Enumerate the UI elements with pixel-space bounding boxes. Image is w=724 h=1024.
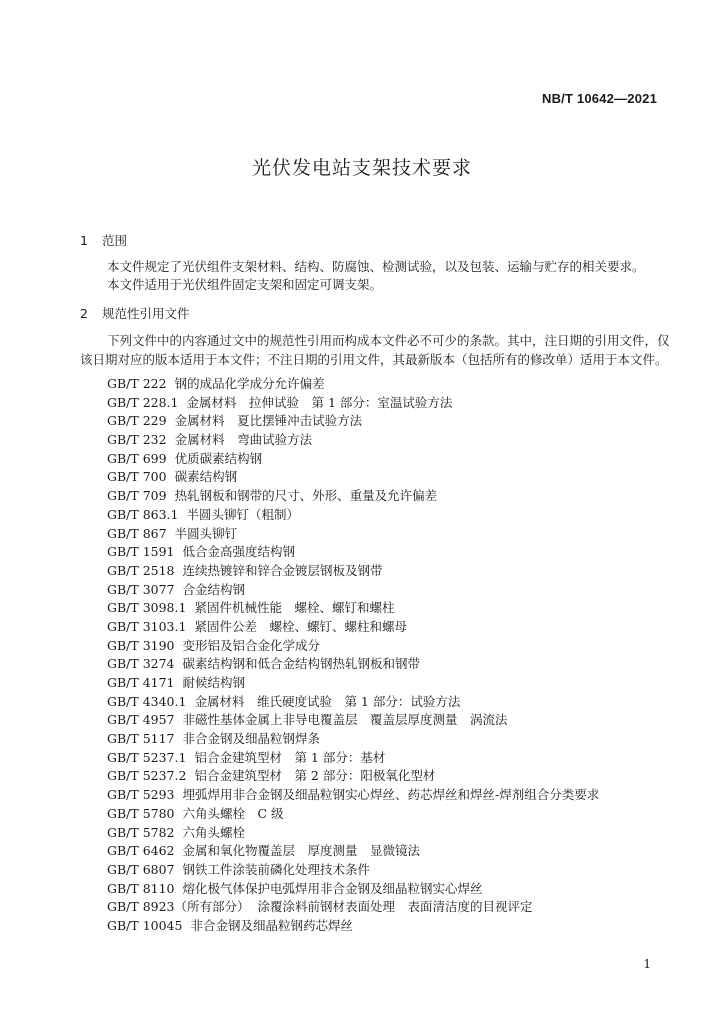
reference-title: 紧固件公差 螺栓、螺钉、螺柱和螺母 xyxy=(194,618,407,634)
reference-title: 金属材料 维氏硬度试验 第 1 部分：试验方法 xyxy=(194,693,461,709)
reference-code: GB/T 709 xyxy=(107,488,167,504)
reference-title: 钢铁工件涂装前磷化处理技术条件 xyxy=(182,861,371,877)
reference-code: GB/T 5237.2 xyxy=(107,768,187,784)
section-number: 2 xyxy=(80,306,88,321)
reference-item xyxy=(107,767,599,786)
reference-item xyxy=(107,487,599,506)
reference-code: GB/T 10045 xyxy=(107,917,183,933)
reference-title: 埋弧焊用非合金钢及细晶粒钢实心焊丝、药芯焊丝和焊丝-焊剂组合分类要求 xyxy=(182,787,600,803)
reference-code: GB/T 6807 xyxy=(107,861,175,877)
reference-item xyxy=(107,861,599,880)
section-1-heading xyxy=(80,231,127,249)
scope-paragraph-2: 本文件适用于光伏组件固定支架和固定可调支架。 xyxy=(107,277,383,292)
references-intro-line-2: 该日期对应的版本适用于本文件；不注日期的引用文件，其最新版本（包括所有的修改单）适用于本文件。 xyxy=(80,352,668,367)
reference-item xyxy=(107,468,599,487)
reference-title: 低合金高强度结构钢 xyxy=(182,544,296,560)
reference-title: 钢的成品化学成分允许偏差 xyxy=(174,376,325,391)
reference-title: 非磁性基体金属上非导电覆盖层 覆盖层厚度测量 涡流法 xyxy=(182,712,508,728)
reference-title: 半圆头铆钉 xyxy=(174,525,238,541)
reference-code: GB/T 8110 xyxy=(107,880,175,896)
reference-title: 涂覆涂料前钢材表面处理 表面清洁度的目视评定 xyxy=(257,899,533,915)
reference-code: GB/T 8923（所有部分） xyxy=(107,899,250,915)
reference-item xyxy=(107,375,599,394)
references-intro-line-1: 下列文件中的内容通过文中的规范性引用而构成本文件必不可少的条款。其中，注日期的引用文件，仅 xyxy=(107,333,670,348)
reference-item xyxy=(107,637,599,656)
reference-item xyxy=(107,655,599,674)
reference-title: 非合金钢及细晶粒钢焊条 xyxy=(182,731,321,747)
reference-code: GB/T 4340.1 xyxy=(107,693,187,709)
reference-code: GB/T 4171 xyxy=(107,675,175,690)
reference-code: GB/T 863.1 xyxy=(107,506,179,522)
reference-item xyxy=(107,749,599,768)
reference-title: 碳素结构钢 xyxy=(174,469,238,485)
reference-title: 优质碳素结构钢 xyxy=(174,450,263,466)
reference-item xyxy=(107,450,599,469)
reference-code: GB/T 5237.1 xyxy=(107,749,187,765)
reference-title: 六角头螺栓 xyxy=(182,824,246,840)
reference-item xyxy=(107,506,599,525)
reference-code: GB/T 5780 xyxy=(107,805,175,821)
reference-title: 铝合金建筑型材 第 2 部分：阳极氧化型材 xyxy=(194,768,436,784)
reference-code: GB/T 700 xyxy=(107,469,167,485)
reference-code: GB/T 1591 xyxy=(107,544,175,560)
reference-item xyxy=(107,711,599,730)
reference-code: GB/T 228.1 xyxy=(107,394,179,410)
reference-code: GB/T 867 xyxy=(107,525,167,541)
reference-title: 碳素结构钢和低合金结构钢热轧钢板和钢带 xyxy=(182,656,421,672)
reference-code: GB/T 229 xyxy=(107,413,167,429)
reference-title: 连续热镀锌和锌合金镀层钢板及钢带 xyxy=(182,562,383,578)
reference-item xyxy=(107,824,599,843)
reference-item xyxy=(107,618,599,637)
reference-code: GB/T 4957 xyxy=(107,712,175,728)
reference-code: GB/T 5293 xyxy=(107,787,175,803)
reference-title: 非合金钢及细晶粒钢药芯焊丝 xyxy=(190,917,353,933)
reference-title: 合金结构钢 xyxy=(182,581,246,597)
reference-code: GB/T 3098.1 xyxy=(107,600,187,616)
reference-item xyxy=(107,581,599,600)
reference-title: 金属材料 弯曲试验方法 xyxy=(174,432,313,448)
section-title: 范围 xyxy=(102,233,128,248)
reference-code: GB/T 3103.1 xyxy=(107,618,187,634)
reference-item xyxy=(107,525,599,544)
reference-title: 变形铝及铝合金化学成分 xyxy=(182,637,321,653)
reference-code: GB/T 5782 xyxy=(107,824,175,840)
reference-item xyxy=(107,898,599,917)
scope-paragraph-1: 本文件规定了光伏组件支架材料、结构、防腐蚀、检测试验，以及包装、运输与贮存的相关要求。 xyxy=(107,259,645,274)
reference-item xyxy=(107,917,599,936)
reference-title: 六角头螺栓 C 级 xyxy=(182,805,284,821)
reference-item xyxy=(107,543,599,562)
reference-item xyxy=(107,412,599,431)
section-title: 规范性引用文件 xyxy=(102,306,190,321)
section-number: 1 xyxy=(80,233,88,248)
reference-code: GB/T 222 xyxy=(107,376,167,391)
reference-title: 耐候结构钢 xyxy=(182,675,246,690)
reference-item xyxy=(107,805,599,824)
reference-item xyxy=(107,599,599,618)
reference-title: 热轧钢板和钢带的尺寸、外形、重量及允许偏差 xyxy=(174,488,438,504)
reference-code: GB/T 6462 xyxy=(107,843,175,859)
reference-code: GB/T 3190 xyxy=(107,637,175,653)
reference-item xyxy=(107,674,599,693)
reference-title: 熔化极气体保护电弧焊用非合金钢及细晶粒钢实心焊丝 xyxy=(182,880,483,896)
reference-title: 金属材料 拉伸试验 第 1 部分：室温试验方法 xyxy=(186,394,453,410)
reference-item xyxy=(107,693,599,712)
section-2-heading xyxy=(80,304,190,322)
reference-title: 半圆头铆钉（粗制） xyxy=(186,506,299,522)
document-title: 光伏发电站支架技术要求 xyxy=(251,157,472,179)
reference-title: 金属和氧化物覆盖层 厚度测量 显微镜法 xyxy=(182,843,421,859)
reference-title: 铝合金建筑型材 第 1 部分：基材 xyxy=(194,749,386,765)
reference-code: GB/T 5117 xyxy=(107,731,175,747)
reference-item xyxy=(107,730,599,749)
reference-code: GB/T 2518 xyxy=(107,562,175,578)
standard-code: NB/T 10642—2021 xyxy=(541,91,657,106)
reference-title: 金属材料 夏比摆锤冲击试验方法 xyxy=(174,413,363,429)
reference-list xyxy=(107,375,599,936)
page-number: 1 xyxy=(643,957,651,971)
reference-item xyxy=(107,842,599,861)
reference-code: GB/T 699 xyxy=(107,450,167,466)
reference-item xyxy=(107,562,599,581)
reference-item xyxy=(107,431,599,450)
reference-code: GB/T 3077 xyxy=(107,581,175,597)
reference-title: 紧固件机械性能 螺栓、螺钉和螺柱 xyxy=(194,600,395,616)
reference-code: GB/T 232 xyxy=(107,432,167,448)
reference-item xyxy=(107,880,599,899)
reference-item xyxy=(107,394,599,413)
reference-code: GB/T 3274 xyxy=(107,656,175,672)
reference-item xyxy=(107,786,599,805)
